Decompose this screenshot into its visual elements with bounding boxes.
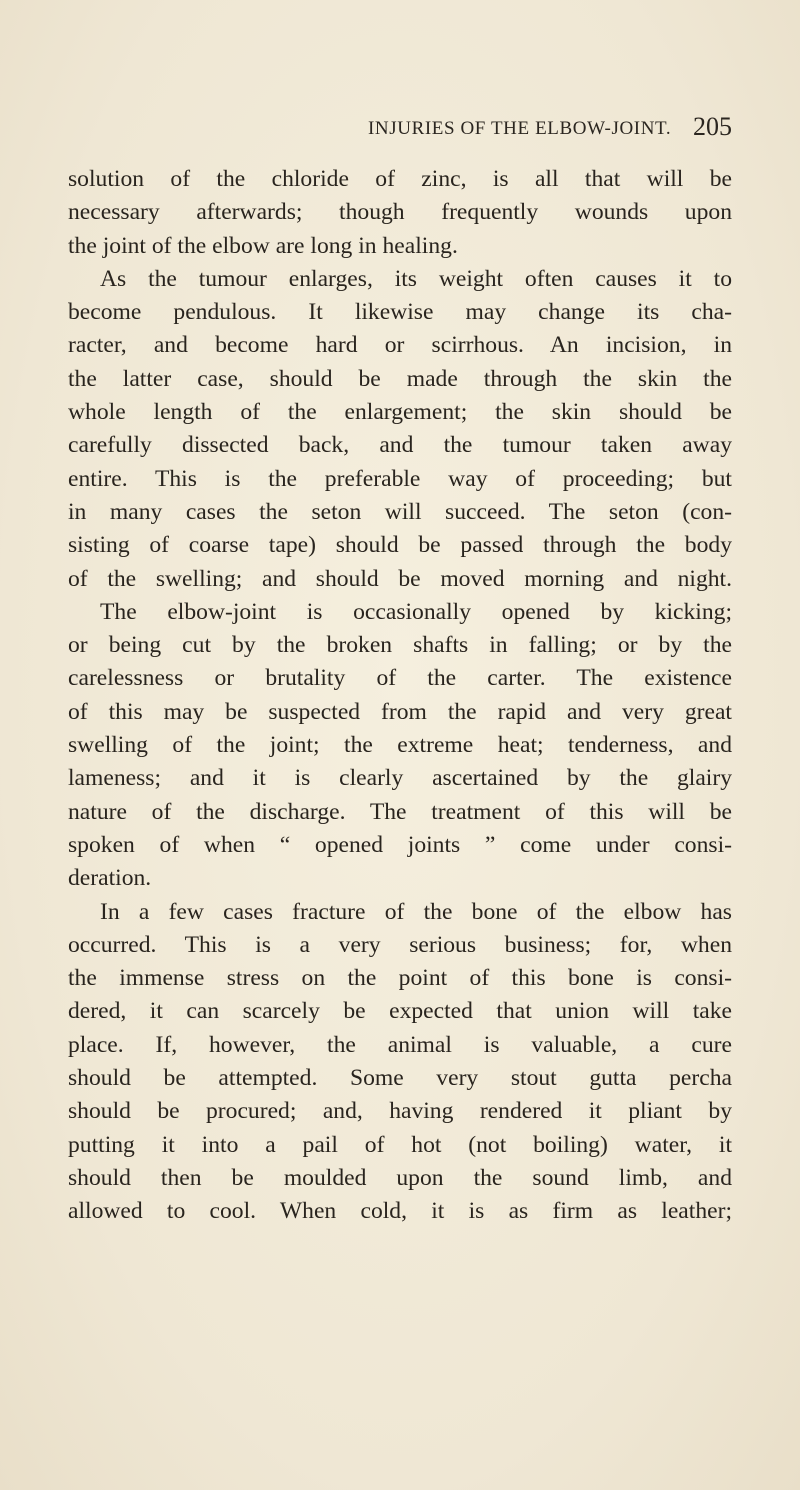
text-line: The elbow-joint is occasionally opened by kicking; — [100, 598, 732, 625]
text-line: occurred. This is a very serious business; for, when — [68, 931, 732, 958]
text-line: become pendulous. It likewise may change its cha- — [68, 299, 732, 326]
text-line: the joint of the elbow are long in healing. — [68, 232, 458, 259]
running-head: INJURIES OF THE ELBOW-JOINT. — [368, 118, 672, 139]
text-line: should then be moulded upon the sound limb, and — [68, 1164, 732, 1191]
text-line: putting it into a pail of hot (not boiling) water, it — [68, 1131, 732, 1158]
text-line: whole length of the enlargement; the skin should be — [68, 399, 732, 426]
text-line: solution of the chloride of zinc, is all that will be — [68, 166, 732, 192]
text-line: place. If, however, the animal is valuable, a cure — [68, 1031, 732, 1058]
text-line: the latter case, should be made through the skin the — [68, 365, 732, 392]
text-line: lameness; and it is clearly ascertained by the glairy — [68, 765, 732, 792]
text-line: dered, it can scarcely be expected that union will take — [68, 998, 732, 1025]
text-line: carelessness or brutality of the carter. The existence — [68, 665, 732, 692]
text-line: necessary afterwards; though frequently wounds upon — [68, 199, 732, 226]
text-line: swelling of the joint; the extreme heat; tenderness, and — [68, 732, 732, 759]
text-line: of this may be suspected from the rapid and very great — [68, 698, 732, 725]
text-line: deration. — [68, 865, 152, 892]
text-line: in many cases the seton will succeed. The seton (con- — [68, 498, 732, 525]
text-line: or being cut by the broken shafts in falling; or by the — [68, 632, 732, 659]
text-line: should be attempted. Some very stout gutta percha — [68, 1065, 732, 1092]
page-header — [68, 112, 732, 152]
text-line: sisting of coarse tape) should be passed through the body — [68, 532, 732, 559]
body-text — [68, 163, 732, 1229]
text-line: spoken of when “ opened joints ” come under consi- — [68, 831, 732, 858]
page-number: 205 — [693, 112, 732, 141]
text-line: In a few cases fracture of the bone of the elbow has — [100, 898, 732, 925]
text-line: allowed to cool. When cold, it is as firm as leather; — [68, 1198, 732, 1225]
text-line: the immense stress on the point of this bone is consi- — [68, 965, 732, 992]
text-line: carefully dissected back, and the tumour taken away — [68, 432, 732, 459]
text-line: entire. This is the preferable way of proceeding; but — [68, 465, 732, 492]
text-line: nature of the discharge. The treatment of this will be — [68, 798, 732, 825]
text-line: As the tumour enlarges, its weight often causes it to — [100, 265, 732, 292]
text-line: racter, and become hard or scirrhous. An incision, in — [68, 332, 732, 359]
text-line: of the swelling; and should be moved morning and night. — [68, 565, 732, 592]
text-line: should be procured; and, having rendered it pliant by — [68, 1098, 732, 1125]
